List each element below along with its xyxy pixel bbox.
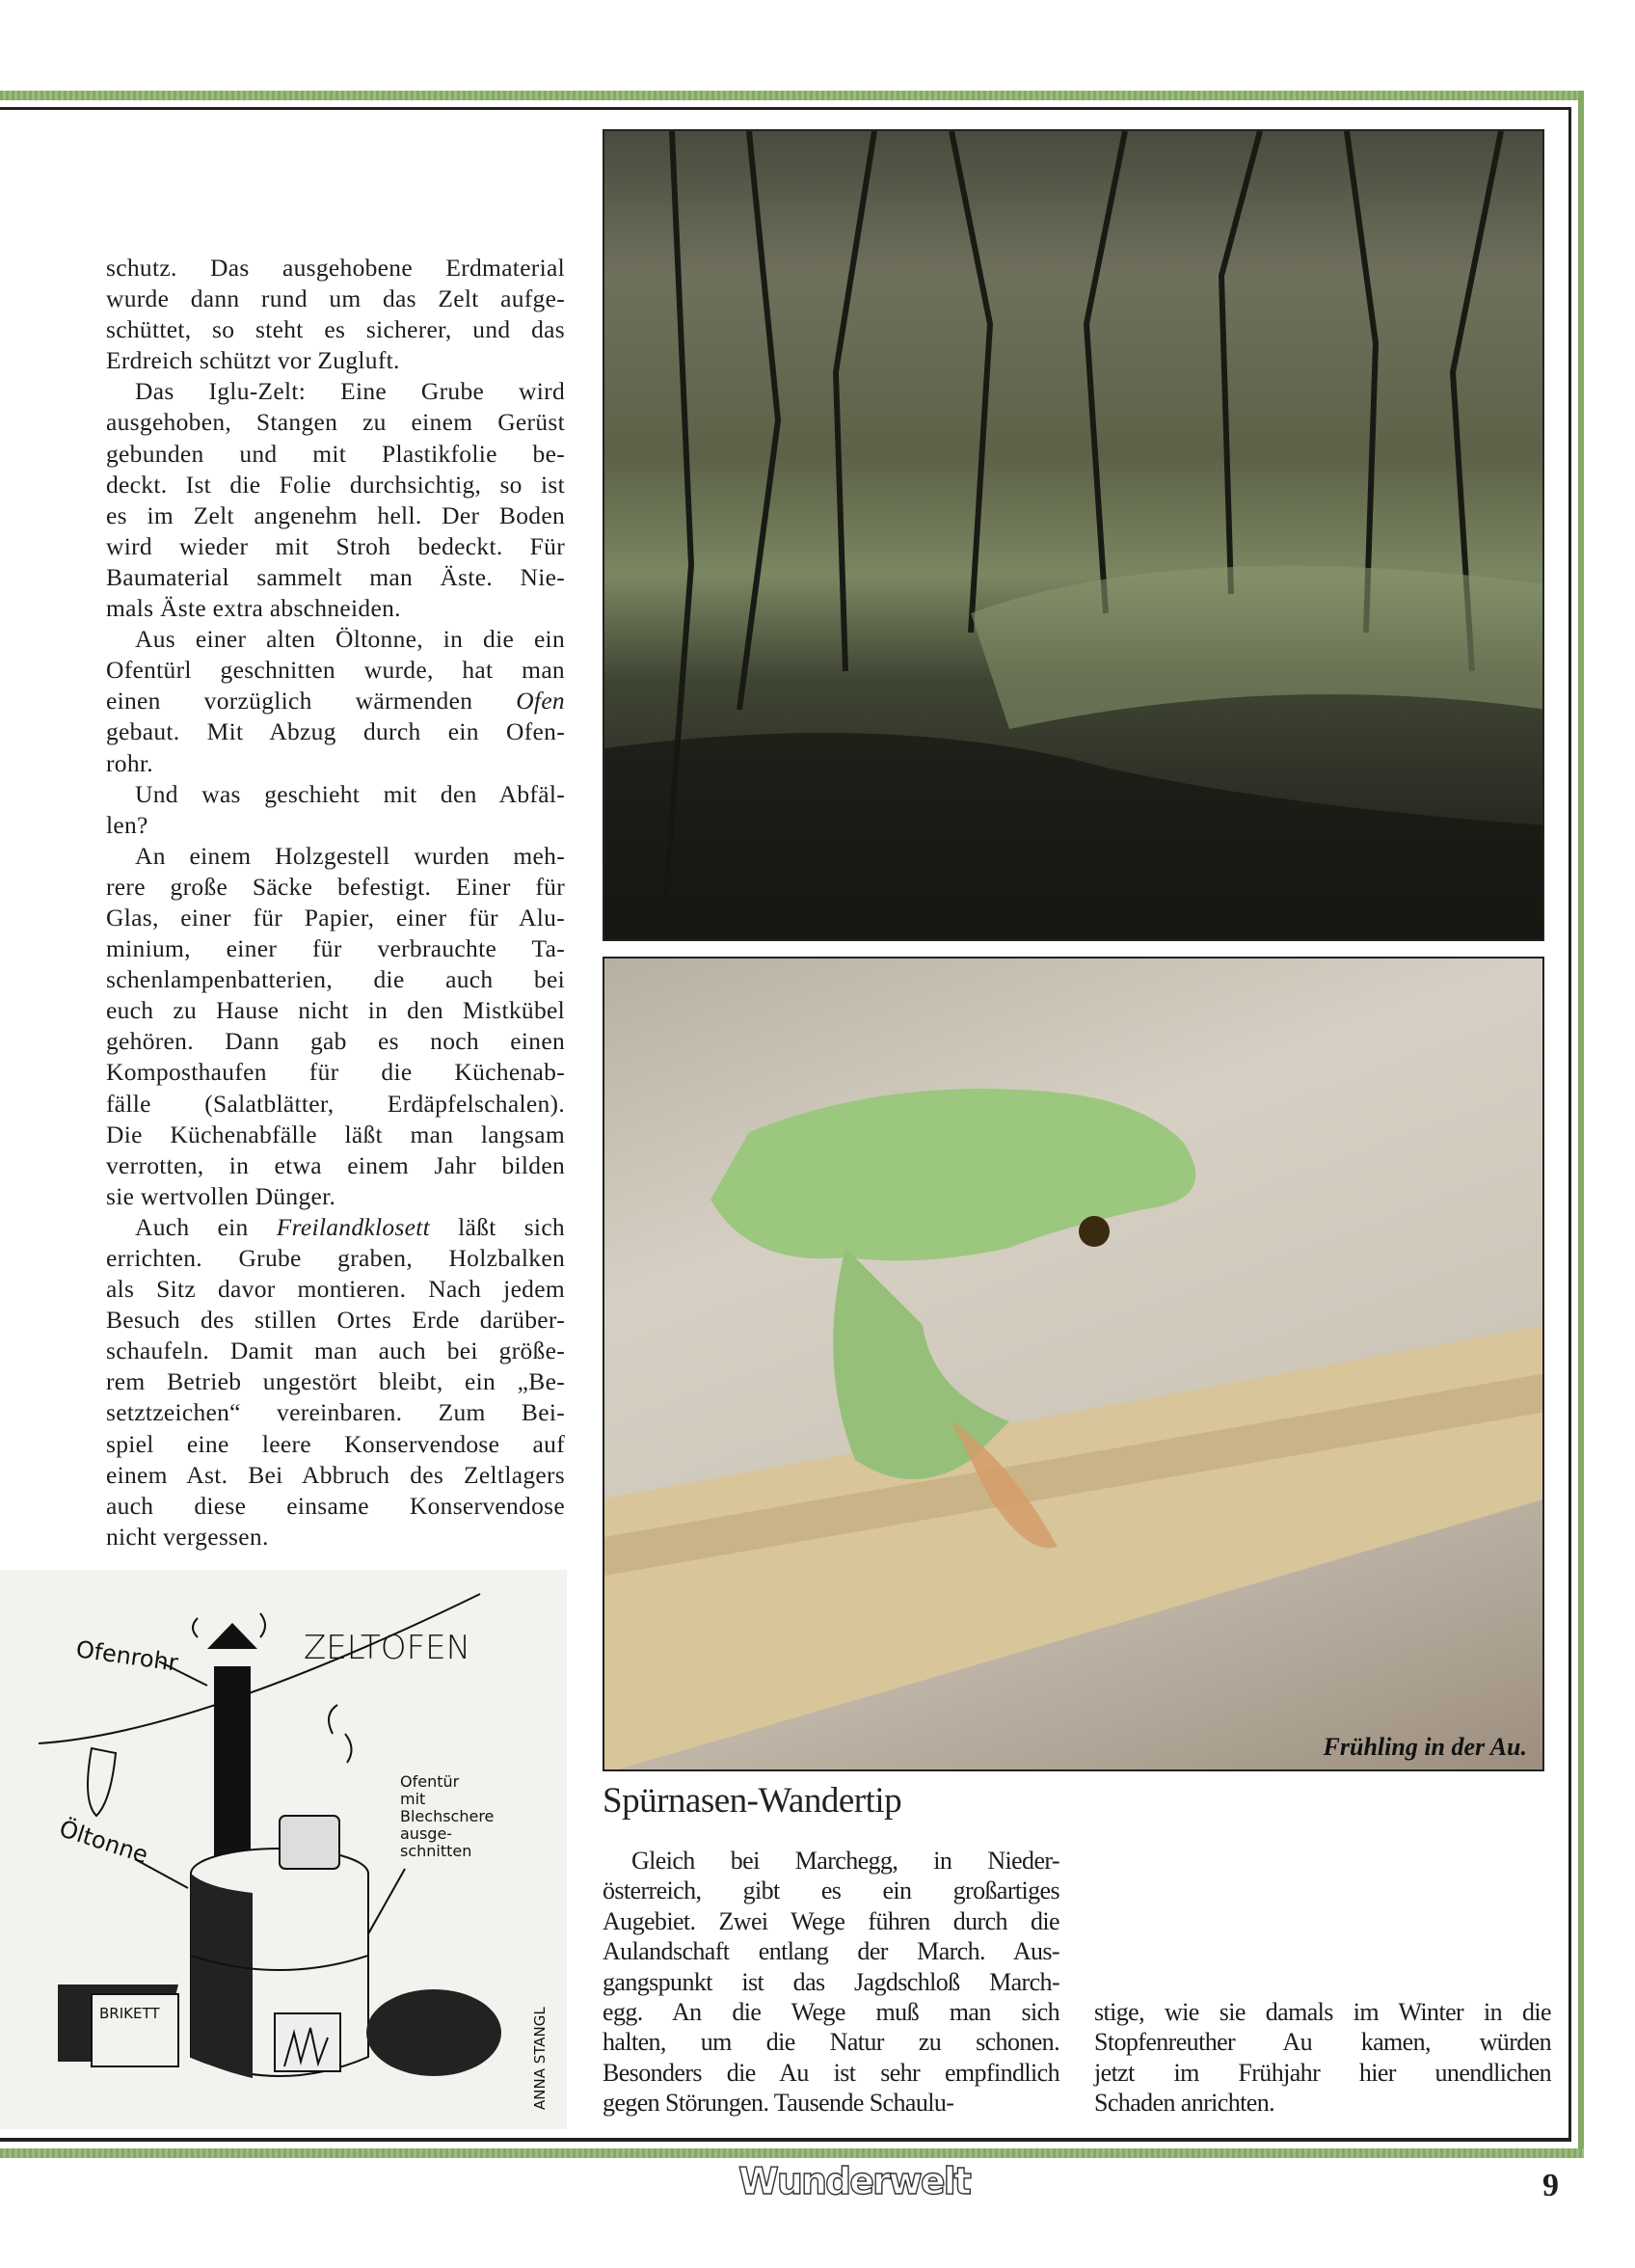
text-line: euch zu Hause nicht in den Mistkübel: [106, 996, 565, 1025]
article-left-column: [106, 253, 565, 1552]
cartoon-title: ZELTOFEN: [304, 1629, 471, 1667]
text-line: schenlampenbatterien, die auch bei: [106, 965, 565, 994]
text-line: Aus einer alten Öltonne, in die ein: [135, 625, 565, 654]
wood-pile-icon: [366, 1989, 501, 2076]
paragraph: [106, 1212, 565, 1552]
text-line: Schaden anrichten.: [1094, 2089, 1275, 2118]
artist-signature: ANNA STANGL: [531, 2007, 549, 2110]
text-line: Baumaterial sammelt man Äste. Nie-: [106, 562, 565, 591]
cartoon-drawing: [0, 1570, 567, 2129]
text-line: österreich, gibt es ein großartiges: [603, 1876, 1059, 1905]
text-line: setztzeichen“ vereinbaren. Zum Bei-: [106, 1398, 565, 1427]
text-line: len?: [106, 810, 148, 839]
text-line: Komposthaufen für die Küchenab-: [106, 1058, 565, 1087]
forest-trees-icon: [604, 131, 1544, 941]
svg-text:mit: mit: [400, 1790, 426, 1808]
paragraph: [106, 779, 565, 841]
text-line: es im Zelt angenehm hell. Der Boden: [106, 500, 565, 529]
photo-caption: Frühling in der Au.: [1323, 1733, 1527, 1761]
right-rule: [1568, 107, 1571, 2142]
text-line: wird wieder mit Stroh bedeckt. Für: [106, 531, 565, 560]
text-line: gangspunkt ist das Jagdschloß March-: [603, 1967, 1059, 1996]
text-line: als Sitz davor montieren. Nach jedem: [106, 1275, 565, 1304]
text-line: rohr.: [106, 748, 153, 777]
text-line: deckt. Ist die Folie durchsichtig, so ist: [106, 470, 565, 499]
label-ofenrohr: Ofenrohr: [74, 1635, 180, 1677]
text-line: rere große Säcke befestigt. Einer für: [106, 872, 565, 901]
text-line: Erdreich schützt vor Zugluft.: [106, 346, 400, 375]
text-line: Auch ein Freilandklosett läßt sich: [135, 1212, 565, 1241]
bottom-green-band: [0, 2148, 1584, 2158]
text-line: Besonders die Au ist sehr empfindlich: [603, 2058, 1059, 2087]
svg-text:Ofentür: Ofentür: [400, 1772, 460, 1791]
text-line: Glas, einer für Papier, einer für Alu-: [106, 903, 565, 932]
text-line: Aulandschaft entlang der March. Aus-: [603, 1937, 1059, 1966]
right-green-band: [1578, 91, 1584, 2154]
stovepipe-icon: [214, 1666, 251, 1869]
text-line: schüttet, so steht es sicherer, und das: [106, 315, 565, 344]
text-line: Gleich bei Marchegg, in Nieder-: [631, 1847, 1059, 1875]
text-line: auch diese einsame Konservendose: [106, 1491, 565, 1520]
magazine-logo: Wunderwelt: [738, 2160, 970, 2202]
text-line: Augebiet. Zwei Wege führen durch die: [603, 1906, 1059, 1935]
svg-text:ausge-: ausge-: [400, 1824, 453, 1843]
text-line: egg. An die Wege muß man sich: [603, 1998, 1059, 2027]
forest-photo: [603, 129, 1544, 941]
top-green-band: [0, 91, 1583, 100]
text-line: gebunden und mit Plastikfolie be-: [106, 439, 565, 468]
paragraph: [106, 624, 565, 778]
text-line: Besuch des stillen Ortes Erde darüber-: [106, 1306, 565, 1335]
kettle-icon: [280, 1816, 339, 1869]
text-line: rem Betrieb ungestört bleibt, ein „Be-: [106, 1367, 565, 1396]
text-line: errichten. Grube graben, Holzbalken: [106, 1244, 565, 1272]
pipe-cap-icon: [207, 1623, 257, 1649]
text-line: einem Ast. Bei Abbruch des Zeltlagers: [106, 1460, 565, 1489]
wandertip-column-1: [603, 1846, 1059, 2119]
text-line: Und was geschieht mit den Abfäl-: [135, 779, 565, 808]
label-oeltonne: Öltonne: [56, 1815, 152, 1870]
text-line: An einem Holzgestell wurden meh-: [135, 841, 565, 870]
top-rule: [0, 107, 1571, 110]
text-line: ausgehoben, Stangen zu einem Gerüst: [106, 408, 565, 437]
text-line: sie wertvollen Dünger.: [106, 1181, 336, 1210]
paragraph: [106, 253, 565, 376]
text-line: spiel eine leere Konservendose auf: [106, 1429, 565, 1458]
text-line: wurde dann rund um das Zelt aufge-: [106, 284, 565, 313]
bag-label: BRIKETT: [99, 2005, 160, 2022]
text-line: schutz. Das ausgehobene Erdmaterial: [106, 254, 565, 282]
section-heading: Spürnasen-Wandertip: [603, 1781, 902, 1821]
text-line: einen vorzüglich wärmenden Ofen: [106, 687, 565, 716]
bottom-rule: [0, 2138, 1571, 2142]
text-line: nicht vergessen.: [106, 1522, 269, 1551]
text-line: stige, wie sie damals im Winter in die: [1094, 1998, 1551, 2026]
text-line: Stopfenreuther Au kamen, würden: [1094, 2028, 1551, 2057]
zeltofen-cartoon: [0, 1570, 567, 2129]
frog-icon: [604, 958, 1544, 1771]
text-line: jetzt im Frühjahr hier unendlichen: [1094, 2058, 1551, 2087]
paragraph: [106, 841, 565, 1212]
clothesline: [39, 1594, 480, 1743]
paragraph: [106, 376, 565, 624]
text-line: Die Küchenabfälle läßt man langsam: [106, 1120, 565, 1148]
text-line: gehören. Dann gab es noch einen: [106, 1027, 565, 1056]
page-number: 9: [1542, 2168, 1559, 2203]
sock-icon: [88, 1748, 116, 1816]
wandertip-column-2: [1094, 1997, 1551, 2119]
svg-text:schnitten: schnitten: [400, 1842, 472, 1860]
text-line: fälle (Salatblätter, Erdäpfelschalen).: [106, 1089, 565, 1118]
text-line: Das Iglu-Zelt: Eine Grube wird: [135, 377, 565, 406]
text-line: schaufeln. Damit man auch bei größe-: [106, 1336, 565, 1365]
text-line: mals Äste extra abschneiden.: [106, 594, 401, 623]
frog-photo: [603, 957, 1544, 1771]
text-line: halten, um die Natur zu schonen.: [603, 2028, 1059, 2057]
text-line: verrotten, in etwa einem Jahr bilden: [106, 1150, 565, 1179]
text-line: minium, einer für verbrauchte Ta-: [106, 934, 565, 963]
text-line: Ofentürl geschnitten wurde, hat man: [106, 656, 565, 685]
svg-text:Blechschere: Blechschere: [400, 1807, 495, 1825]
text-line: gebaut. Mit Abzug durch ein Ofen-: [106, 717, 565, 746]
text-line: gegen Störungen. Tausende Schaulu-: [603, 2089, 954, 2118]
label-ofentuer: [400, 1772, 494, 1860]
steam-icon: [329, 1705, 352, 1763]
